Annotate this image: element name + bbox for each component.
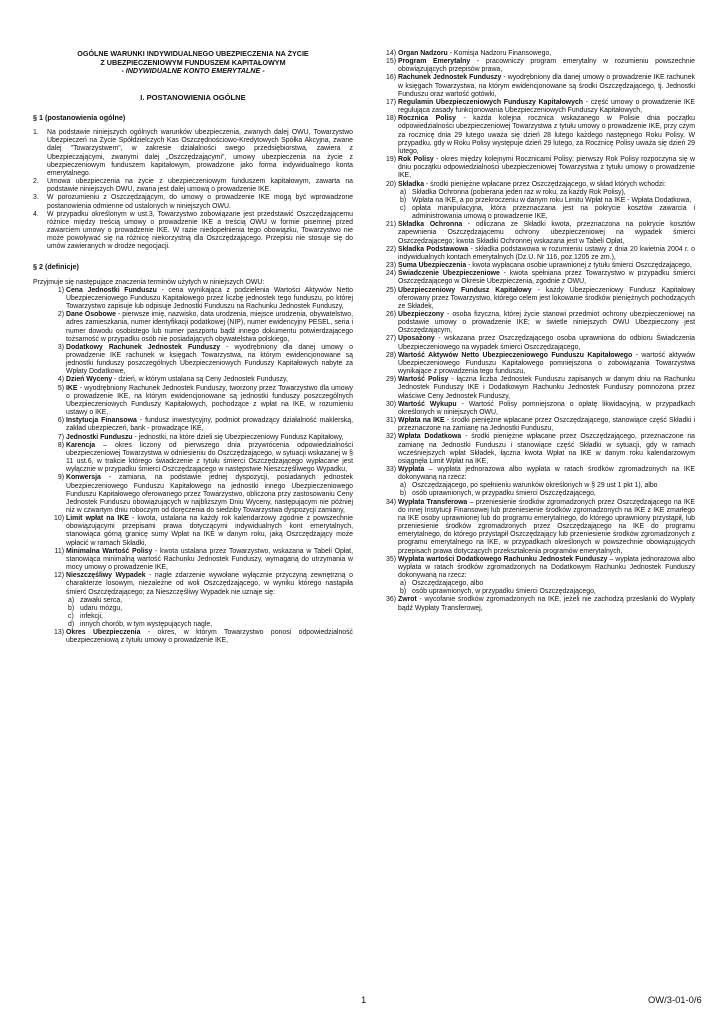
sublist-letter: b) bbox=[400, 490, 407, 498]
sublist-letter: c) bbox=[68, 613, 74, 620]
definition-number: 6) bbox=[57, 417, 64, 425]
sublist-text: Oszczędzającego, albo bbox=[412, 580, 484, 588]
definition-term: Konwersja bbox=[66, 474, 101, 482]
definition-term: Rachunek Jednostek Funduszy bbox=[398, 74, 502, 82]
list-item bbox=[33, 194, 353, 210]
definition-number: 18) bbox=[386, 115, 396, 123]
definition-number: 14) bbox=[386, 50, 396, 57]
definition-text: - część umowy o prowadzenie IKE regulująca zasady funkcjonowania Ubezpieczeniowych Funduszy Kapitałowych, bbox=[398, 98, 695, 115]
definition-item bbox=[380, 287, 695, 311]
definition-item bbox=[380, 466, 695, 499]
definition-number: 12) bbox=[54, 572, 64, 580]
right-column bbox=[380, 50, 695, 613]
definition-text: - Wartość Polisy pomniejszona o opłatę likwidacyjną, w przypadkach określonych w niniejszych OWU, bbox=[398, 400, 695, 416]
definition-text: - wyodrębniony Rachunek Jednostek Funduszy, tworzony przez Towarzystwo dla umowy o prowadzenie IKE, na którym ewidencjonowane są jednostki funduszy poszczególnych Ubezpieczeniowych Funduszy Kapitałowych, pochodzące z wpłat na IKE, w rozumieniu ustawy o IKE, bbox=[66, 384, 353, 417]
definition-sublist bbox=[398, 580, 695, 596]
definition-item bbox=[33, 572, 353, 629]
sublist-letter: a) bbox=[68, 596, 75, 604]
definition-number: 7) bbox=[57, 433, 64, 441]
definition-term: Suma Ubezpieczenia bbox=[398, 262, 467, 270]
definition-item bbox=[33, 311, 353, 344]
definition-number: 30) bbox=[386, 400, 396, 408]
definition-text: - wartość aktywów Ubezpieczeniowego Funduszu Kapitałowego pomniejszona o zobowiązania Towarzystwa wynikające z prowadzenia tego funduszu, bbox=[398, 351, 696, 376]
definition-item bbox=[33, 515, 353, 548]
sublist-letter: d) bbox=[68, 621, 75, 629]
title-line-3: - INDYWIDUALNE KONTO EMERYTALNE - bbox=[121, 66, 265, 76]
definition-number: 23) bbox=[386, 262, 396, 270]
definition-item bbox=[380, 499, 695, 556]
sublist-letter: a) bbox=[400, 580, 407, 588]
definition-text: - wycofanie środków zgromadzonych na IKE, jeżeli nie zachodzą przesłanki do Wypłaty bądź Wypłaty Transferowej, bbox=[398, 596, 695, 612]
definition-term: Składka Podstawowa bbox=[398, 245, 469, 253]
definition-text: - środki pieniężne wpłacane przez Oszczędzającego, w skład których wchodzi: bbox=[424, 180, 666, 188]
sublist-item bbox=[66, 613, 353, 621]
definition-number: 9) bbox=[57, 474, 64, 482]
definition-term: Dodatkowy Rachunek Jednostek Funduszy bbox=[66, 343, 221, 351]
definition-item bbox=[380, 50, 695, 58]
definition-text: - kwota ustalana przez Towarzystwo, wskazana w Tabeli Opłat, stanowiąca minimalną wartość Rachunku Jednostek Funduszy, wymaganą do utrzymania w mocy umowy o prowadzenie IKE, bbox=[66, 547, 353, 572]
sublist-letter: a) bbox=[400, 188, 407, 196]
definition-term: Organ Nadzoru bbox=[398, 50, 448, 57]
definition-item bbox=[380, 115, 695, 156]
sublist-item bbox=[398, 197, 695, 205]
definition-term: Zwrot bbox=[398, 596, 417, 604]
definition-item bbox=[380, 221, 695, 245]
definition-term: Wartość Wykupu bbox=[398, 400, 457, 408]
definition-number: 21) bbox=[386, 221, 396, 229]
definition-text: - kwota spełniana przez Towarzystwo w przypadku śmierci Oszczędzającego w Okresie Ubezpieczenia, zgodnie z OWU, bbox=[398, 270, 695, 286]
definition-item bbox=[380, 246, 695, 262]
sublist-item bbox=[398, 490, 695, 498]
definition-text: - kwota, ustalana na każdy rok kalendarzowy zgodnie z powszechnie obowiązującymi przepisami prawa dotyczącymi indywidualnych kont emerytalnych, stanowiąca górną granicę sumy Wpłat na IKE w danym roku, jaką Oszczędzający może wpłacić w ramach Składki, bbox=[66, 515, 354, 547]
definition-item bbox=[380, 74, 695, 98]
paragraph-1-heading: § 1 (postanowienia ogólne) bbox=[33, 112, 126, 122]
definition-text: - wyodrębniony dla danej umowy o prowadzenie IKE rachunek w księgach Towarzystwa, na którym ewidencjonowane są jednostki funduszy poszczególnych Ubezpieczeniowych Funduszy Kapitałowych nabyte za Wpłaty Dodatkowe, bbox=[66, 343, 353, 376]
item-text: Umowa ubezpieczenia na życie z ubezpieczeniowym funduszem kapitałowym, zawarta na podstawie niniejszych OWU, zwana jest dalej umową o prowadzenie IKE. bbox=[47, 178, 353, 194]
definition-text: - fundusz inwestycyjny, podmiot prowadzący działalność maklerską, zakład ubezpieczeń, bank - prowadzące IKE, bbox=[66, 417, 354, 433]
definition-term: Karencja bbox=[66, 441, 96, 449]
definition-item bbox=[33, 385, 353, 418]
item-number: 2. bbox=[33, 178, 39, 186]
definition-term: Limit wpłat na IKE bbox=[66, 515, 129, 523]
definition-term: Program Emerytalny bbox=[398, 58, 471, 66]
definition-number: 31) bbox=[386, 417, 396, 425]
definition-number: 15) bbox=[386, 58, 396, 66]
definition-term: Składka Ochronna bbox=[398, 221, 463, 229]
definition-text: - Komisja Nadzoru Finansowego, bbox=[447, 50, 552, 57]
definition-item bbox=[33, 548, 353, 572]
definition-number: 34) bbox=[386, 498, 396, 506]
sublist-text: Składka Ochronna (pobierana jeden raz w roku, za każdy Rok Polisy), bbox=[412, 188, 626, 196]
definition-number: 27) bbox=[386, 335, 396, 343]
definition-text: - cena wynikająca z podzielenia Wartości Aktywów Netto Ubezpieczeniowego Funduszu Kapitałowego przez liczbę jednostek tego funduszu, po której Towarzystwo zapisuje lub odpisuje Jednostki Funduszu na Rachunku Jednostek Funduszy, bbox=[66, 286, 353, 311]
definition-item bbox=[380, 181, 695, 222]
paragraph-1-list bbox=[33, 129, 353, 251]
sublist-item bbox=[66, 621, 353, 629]
definition-number: 2) bbox=[57, 311, 64, 319]
sublist-item bbox=[398, 205, 695, 221]
sublist-letter: b) bbox=[400, 588, 407, 596]
definition-item bbox=[33, 474, 353, 515]
definition-text: – okres liczony od pierwszego dnia przywrócenia odpowiedzialności ubezpieczeniowej Towarzystwa w odniesieniu do Oszczędzającego, w sytuacji wskazanej w § 11 ust.6, w trakcie którego świadczenie z tytułu śmierci Oszczędzającego wypłacane jest wyłącznie w przypadku śmierci Oszczędzającego w następstwie Nieszczęśliwego Wypadku, bbox=[66, 441, 353, 474]
definition-term: Jednostki Funduszu bbox=[66, 433, 133, 441]
definition-item bbox=[380, 156, 695, 180]
definition-text: – przeniesienie środków zgromadzonych przez Oszczędzającego na IKE do innej Instytucji Finansowej lub przeniesienie środków zgromadzonych na IKE z IKE zmarłego na IKE osoby uprawnionej lub do programu emerytalnego, do którego uprawniony przystąpił, lub przeniesienie środków zgromadzonych przez Oszczędzającego na IKE do programu emerytalnego, do którego przystąpił Oszczędzający lub przeniesienie środków zgromadzonych z programu emerytalnego na IKE, w przypadkach określonych w powszechnie obowiązujących przepisach prawa dotyczących przekształcenia programów emerytalnych, bbox=[398, 498, 695, 555]
definition-number: 24) bbox=[386, 270, 396, 278]
sublist-text: opłata manipulacyjna, która przeznaczana jest na pokrycie kosztów zawarcia i administrowania umową o prowadzenie IKE, bbox=[412, 204, 695, 221]
definition-term: Ubezpieczony bbox=[398, 311, 444, 318]
definition-item bbox=[33, 344, 353, 377]
definition-number: 32) bbox=[386, 433, 396, 441]
definition-item bbox=[380, 376, 695, 400]
definition-item bbox=[33, 434, 353, 442]
definition-text: - środki pieniężne wpłacane przez Oszczędzającego, przeznaczone na zamianę na Jednostki Funduszu i stanowiące część Składki w sytuacji, gdy w ramach wcześniejszych wpłat Składek, łączna kwota Wpłat na IKE w danym roku kalendarzowym osiągnęła Limit Wpłat na IKE, bbox=[398, 433, 695, 465]
sublist-letter: b) bbox=[68, 604, 75, 612]
definition-number: 11) bbox=[54, 547, 64, 555]
definition-number: 13) bbox=[54, 629, 64, 637]
definition-text: - dzień, w którym ustalana są Ceny Jednostek Funduszy, bbox=[112, 376, 288, 384]
definition-item bbox=[380, 99, 695, 115]
definition-number: 20) bbox=[386, 180, 396, 188]
definition-term: Wartość Aktywów Netto Ubezpieczeniowego Funduszu Kapitałowego bbox=[398, 351, 633, 359]
definition-term: Wpłata na IKE bbox=[398, 417, 445, 425]
definition-sublist bbox=[398, 482, 695, 498]
definition-term: Regulamin Ubezpieczeniowych Funduszy Kapitałowych bbox=[398, 98, 584, 106]
definition-number: 25) bbox=[386, 286, 396, 294]
definition-text: - składka podstawowa w rozumieniu ustawy z dnia 20 kwietnia 2004 r. o indywidualnych kontach emerytalnych (Dz.U. Nr 116, poz.1205 ze zm.), bbox=[398, 245, 696, 261]
sublist-text: Wpłata na IKE, a po przekroczeniu w danym roku Limitu Wpłat na IKE - Wpłata Dodatkowa, bbox=[412, 196, 692, 204]
definition-item bbox=[380, 58, 695, 74]
definition-number: 36) bbox=[386, 596, 396, 604]
definition-text: - pracowniczy program emerytalny w rozumieniu powszechnie obowiązujących przepisów prawa, bbox=[398, 58, 695, 74]
definition-text: - okres, w którym Towarzystwo ponosi odpowiedzialność ubezpieczeniową z tytułu umowy o prowadzenie IKE, bbox=[66, 629, 354, 645]
definition-number: 28) bbox=[386, 351, 396, 359]
sublist-letter: a) bbox=[400, 482, 407, 490]
definition-item bbox=[380, 401, 695, 417]
definition-term: Składka bbox=[398, 180, 425, 188]
definition-item bbox=[33, 629, 353, 645]
definition-number: 29) bbox=[386, 376, 396, 384]
definition-sublist bbox=[398, 189, 695, 222]
definition-term: Wpłata Dodatkowa bbox=[398, 433, 462, 441]
definition-number: 8) bbox=[57, 441, 64, 449]
page-number: 1 bbox=[361, 994, 367, 1005]
definition-text: - łączna liczba Jednostek Funduszu zapisanych w danym dniu na Rachunku Jednostek Funduszy IKE i Dodatkowym Rachunku Jednostek Funduszy pomnożona przez właściwe Ceny Jednostek Funduszy, bbox=[398, 376, 695, 400]
item-text: Na podstawie niniejszych ogólnych warunków ubezpieczenia, zwanych dalej OWU, Towarzystwo Ubezpieczeń na Życie Spółdzielczych Kas Oszczędnościowo-Kredytowych Spółka Akcyjna, zwane dalej "Towarzystwem", w zakresie działalności swego przedsiębiorstwa, zawiera z Ubezpieczającymi, zwanymi dalej „Oszczędzającymi", umowy ubezpieczenia na życie z ubezpieczeniowym funduszem kapitałowym, prowadzone jako forma indywidualnego konta emerytalnego. bbox=[47, 129, 353, 177]
definition-number: 10) bbox=[54, 515, 64, 523]
sublist-text: innych chorób, w tym występujących nagle, bbox=[80, 621, 213, 629]
section-heading: I. POSTANOWIENIA OGÓLNE bbox=[140, 92, 246, 102]
definition-number: 33) bbox=[386, 465, 396, 473]
definition-term: Wartość Polisy bbox=[398, 376, 449, 384]
sublist-item bbox=[398, 482, 695, 490]
definition-item bbox=[380, 556, 695, 597]
title-line-1: OGÓLNE WARUNKI INDYWIDUALNEGO UBEZPIECZENIA NA ŻYCIE bbox=[77, 49, 309, 58]
definition-term: Rocznica Polisy bbox=[398, 115, 456, 123]
definition-text: – wypłata jednorazowa albo wypłata w ratach środków zgromadzonych na IKE dokonywaną na rzecz: bbox=[398, 465, 695, 482]
definition-item bbox=[380, 352, 695, 376]
definition-term: Okres Ubezpieczenia bbox=[66, 629, 141, 637]
definition-number: 3) bbox=[57, 343, 64, 351]
definition-text: - odliczana ze Składki kwota, przeznaczona na pokrycie kosztów zapewnienia Oszczędzającemu ochrony ubezpieczeniowej na wypadek śmierci Oszczędzającego; kwota Składki Ochronnej wskazana jest w Tabeli Opłat, bbox=[398, 221, 695, 245]
sublist-letter: c) bbox=[400, 204, 406, 212]
sublist-item bbox=[398, 189, 695, 197]
definition-term: Instytucja Finansowa bbox=[66, 417, 137, 425]
definition-text: - środki pieniężne wpłacane przez Oszczędzającego, stanowiące część Składki i przeznaczone na zamianę na Jednostki Funduszu, bbox=[398, 417, 696, 433]
sublist-text: udaru mózgu, bbox=[80, 604, 123, 612]
definition-term: Cena Jednostki Funduszu bbox=[66, 286, 157, 294]
left-column bbox=[33, 50, 353, 646]
definition-item bbox=[33, 287, 353, 311]
definitions-list-left bbox=[33, 287, 353, 646]
item-number: 1. bbox=[33, 129, 39, 137]
definition-term: Nieszczęśliwy Wypadek bbox=[66, 572, 146, 580]
list-item bbox=[33, 211, 353, 252]
sublist-letter: b) bbox=[400, 196, 407, 204]
definitions-intro: Przyjmuje się następujące znaczenia terminów użytych w niniejszych OWU: bbox=[33, 278, 265, 286]
sublist-text: osób uprawnionych, w przypadku śmierci Oszczędzającego, bbox=[412, 490, 596, 498]
definition-number: 16) bbox=[386, 74, 396, 82]
definition-text: - zamiana, na podstawie jednej dyspozycji, posiadanych jednostek Ubezpieczeniowego Funduszu Kapitałowego na jednostki innego Ubezpieczeniowego Funduszu Kapitałowego oferowanego przez Towarzystwo, obliczona przy zastosowaniu Ceny Jednostek Funduszu obowiązujących w najbliższym Dniu Wyceny, następującym nie później niż w czwartym dniu roboczym od doręczenia do siedziby Towarzystwa dyspozycji zamiany, bbox=[66, 474, 353, 514]
definition-number: 26) bbox=[386, 311, 396, 318]
definition-item bbox=[380, 596, 695, 612]
definition-text: - kwota wypłacana osobie uprawnionej z tytułu śmierci Oszczędzającego, bbox=[466, 262, 692, 270]
definition-item bbox=[380, 262, 695, 270]
definition-text: - jednostki, na które dzieli się Ubezpieczeniowy Fundusz Kapitałowy, bbox=[132, 433, 344, 441]
list-item bbox=[33, 129, 353, 178]
definition-term: Wypłata bbox=[398, 465, 425, 473]
definition-sublist bbox=[66, 597, 353, 630]
definition-term: Ubezpieczeniowy Fundusz Kapitałowy bbox=[398, 286, 532, 294]
item-number: 3. bbox=[33, 194, 39, 202]
definition-item bbox=[33, 376, 353, 384]
definition-term: Dzień Wyceny bbox=[66, 376, 113, 384]
definition-item bbox=[380, 270, 695, 286]
definition-term: IKE bbox=[66, 384, 78, 392]
definition-term: Wypłata Transferowa bbox=[398, 498, 468, 506]
definition-text: - każda kolejna rocznica wskazanego w Polisie dnia początku odpowiedzialności ubezpieczeniowej Towarzystwa z tytułu umowy o prowadzenie IKE, przy czym za rocznicę dnia 29 lutego uważa się dzień 28 lutego każdego następnego Roku Polisy. W przypadku, gdy w Roku Polisy występuje dzień 29 lutego, za Rocznicę Polisy uważa się dzień 29 lutego, bbox=[398, 115, 696, 155]
sublist-item bbox=[66, 605, 353, 613]
definition-term: Dane Osobowe bbox=[66, 311, 116, 319]
definition-text: - wyodrębniony dla danej umowy o prowadzenie IKE rachunek w księgach Towarzystwa, na którym ewidencjonowane są środki Oszczędzającego, tj. Jednostki Funduszu oraz wartość gotówki, bbox=[398, 74, 695, 98]
definition-number: 1) bbox=[57, 286, 64, 294]
definition-text: - każdy Ubezpieczeniowy Fundusz Kapitałowy oferowany przez Towarzystwo, którego celem jest lokowanie środków pieniężnych pochodzących ze Składek, bbox=[398, 286, 695, 310]
definition-text: – wypłata jednorazowa albo wypłata w ratach środków zgromadzonych na Dodatkowym Rachunku Jednostek Funduszy dokonywaną na rzecz: bbox=[398, 555, 695, 579]
definition-number: 19) bbox=[386, 156, 396, 164]
list-item bbox=[33, 178, 353, 194]
definition-text: - wskazana przez Oszczędzającego osoba uprawniona do odbioru Świadczenia Ubezpieczeniowego na wypadek śmierci Oszczędzającego, bbox=[398, 335, 695, 351]
definition-text: - okres między kolejnymi Rocznicami Polisy; pierwszy Rok Polisy rozpoczyna się w dniu początku odpowiedzialności ubezpieczeniowej Towarzystwa z tytułu umowy o prowadzenie IKE, bbox=[398, 156, 695, 180]
definition-number: 22) bbox=[386, 245, 396, 253]
paragraph-2-heading: § 2 (definicje) bbox=[33, 262, 79, 272]
definition-item bbox=[380, 417, 695, 433]
definition-item bbox=[380, 335, 695, 351]
sublist-item bbox=[66, 597, 353, 605]
definition-term: Rok Polisy bbox=[398, 156, 434, 164]
definition-term: Uposażony bbox=[398, 335, 435, 343]
definition-number: 5) bbox=[57, 384, 64, 392]
item-number: 4. bbox=[33, 210, 39, 218]
sublist-text: Oszczędzającego, po spełnieniu warunków określonych w § 29 ust 1 pkt 1), albo bbox=[412, 482, 658, 490]
definition-item bbox=[380, 311, 695, 335]
definitions-list-right bbox=[380, 50, 695, 613]
definition-text: - osoba fizyczna, której życie stanowi przedmiot ochrony ubezpieczeniowej na podstawie umowy o prowadzenie IKE; w świetle niniejszych OWU Ubezpieczony jest Oszczędzającym, bbox=[398, 311, 695, 335]
definition-text: - nagłe zdarzenie wywołane wyłącznie przyczyną zewnętrzną o charakterze losowym, niezależne od woli Oszczędzającego, w wyniku którego nastąpiła śmierć Oszczędzającego; za Nieszczęśliwy Wypadek nie uznaje się: bbox=[66, 572, 353, 596]
definition-item bbox=[33, 442, 353, 475]
sublist-item bbox=[398, 580, 695, 588]
definition-item bbox=[33, 417, 353, 433]
definition-number: 17) bbox=[386, 98, 396, 106]
sublist-item bbox=[398, 588, 695, 596]
sublist-text: zawału serca, bbox=[80, 596, 123, 604]
definition-number: 4) bbox=[57, 376, 64, 384]
definition-text: - pierwsze imię, nazwisko, data urodzenia, miejsce urodzenia, obywatelstwo, adres zamieszkania, numer identyfikacji podatkowej (NIP), numer ewidencyjny PESEL, seria i numer dowodu osobistego lub numer paszportu bądź innego dokumentu potwierdzającego tożsamość w przypadku osób nie posiadających obywatelstwa polskiego, bbox=[66, 311, 353, 343]
document-code: OW/3-01-0/6 bbox=[648, 994, 702, 1005]
item-text: W przypadku określonym w ust.3, Towarzystwo zobowiązane jest przedstawić Oszczędzającemu różnice między treścią umowy o prowadzenie IKE a treścią OWU w formie pisemnej przed zawarciem umowy o prowadzenie IKE. W razie niedopełnienia tego obowiązku, Towarzystwo nie może powoływać się na różnicę niekorzystną dla Oszczędzającego. Przepisu nie stosuje się do umów zawieranych w drodze negocjacji. bbox=[47, 210, 353, 251]
document-title bbox=[33, 50, 353, 76]
sublist-text: osób uprawnionych, w przypadku śmierci Oszczędzającego, bbox=[412, 588, 596, 596]
definition-term: Wypłata wartości Dodatkowego Rachunku Jednostek Funduszy bbox=[398, 555, 608, 563]
title-line-2: Z UBEZPIECZENIOWYM FUNDUSZEM KAPITAŁOWYM bbox=[100, 57, 286, 67]
definition-term: Minimalna Wartość Polisy bbox=[66, 547, 153, 555]
item-text: W porozumieniu z Oszczędzającym, do umowy o prowadzenie IKE mogą być wprowadzone postanowienia odmienne od ustalonych w niniejszych OWU. bbox=[47, 194, 353, 210]
definition-item bbox=[380, 433, 695, 466]
definition-term: Świadczenie Ubezpieczeniowe bbox=[398, 270, 500, 278]
sublist-text: infekcji, bbox=[80, 613, 103, 620]
definition-number: 35) bbox=[386, 555, 396, 563]
